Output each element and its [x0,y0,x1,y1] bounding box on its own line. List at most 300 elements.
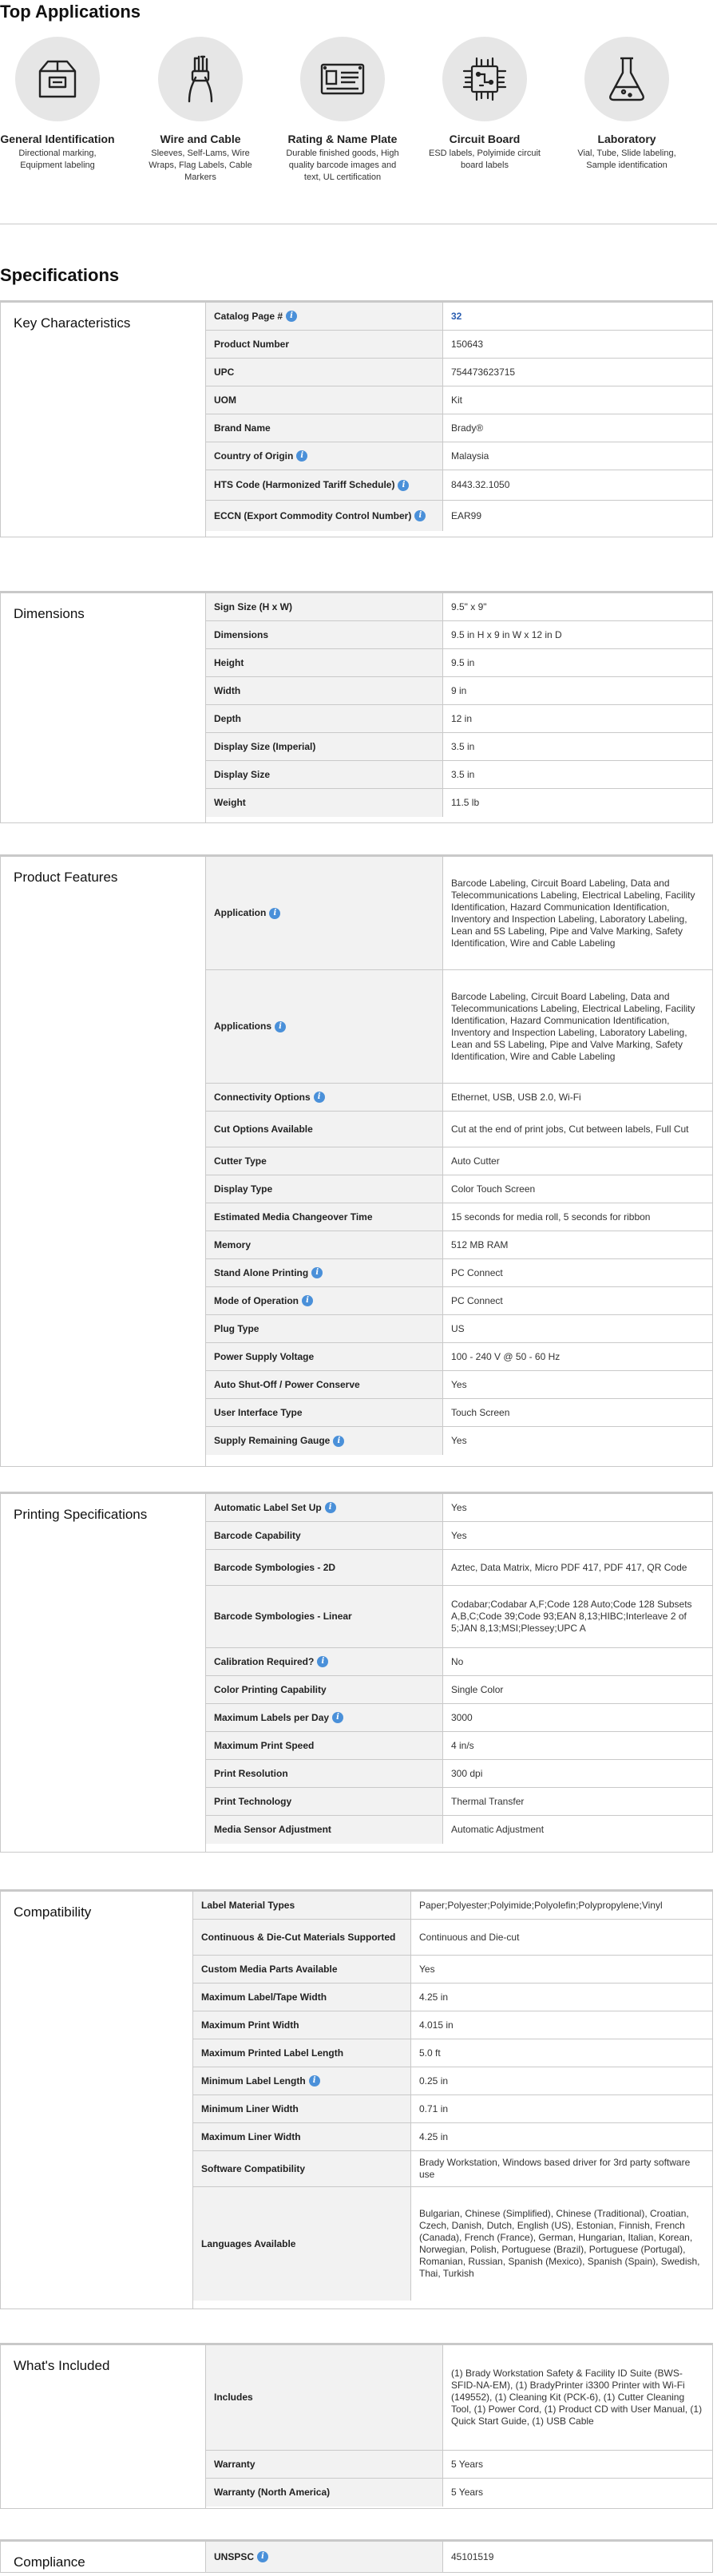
spec-label-cell [206,1494,443,1521]
spec-value-cell [443,1522,712,1549]
spec-label: Print Technology [214,1795,292,1807]
spec-label-cell [206,359,443,386]
spec-value-cell [411,2067,712,2094]
spec-label-cell [206,1203,443,1231]
spec-value: Single Color [451,1683,504,1695]
spec-label: Height [214,656,244,668]
spec-label-cell [193,2123,411,2150]
spec-row [193,1892,712,1920]
spec-group-key-characteristics [0,300,713,537]
spec-value: 4.015 in [419,2019,454,2031]
spec-label-cell [206,761,443,788]
spec-label: Applications [214,1020,272,1032]
spec-label-cell [206,1760,443,1787]
spec-row [206,1494,712,1522]
spec-row [206,331,712,359]
spec-value: 9 in [451,684,467,696]
spec-label-cell [206,1343,443,1370]
spec-row [193,1984,712,2011]
spec-row [206,1231,712,1259]
spec-row [206,442,712,470]
spec-table [205,593,712,822]
spec-label-cell [193,2187,411,2301]
spec-label-cell [206,1788,443,1815]
spec-group-dimensions [0,591,713,823]
spec-label: Calibration Required? [214,1655,315,1667]
application-card[interactable] [141,37,260,184]
spec-table [205,1494,712,1852]
spec-label: Maximum Liner Width [201,2130,301,2142]
spec-value-cell [443,1203,712,1231]
info-icon[interactable]: i [332,1712,343,1723]
catalog-page-link[interactable]: 32 [451,310,462,322]
spec-value-cell [411,1956,712,1983]
spec-label: HTS Code (Harmonized Tariff Schedule) [214,479,395,490]
spec-row [206,1816,712,1844]
spec-label-cell [206,705,443,732]
info-icon[interactable]: i [325,1502,336,1513]
spec-value: Auto Cutter [451,1155,500,1167]
spec-label: Cut Options Available [214,1123,313,1135]
spec-label: Minimum Liner Width [201,2102,299,2114]
spec-value: 5 Years [451,2487,484,2498]
spec-value-cell [443,470,712,500]
spec-label-cell [206,970,443,1083]
spec-value: Barcode Labeling, Circuit Board Labeling, Data and Telecommunications Labeling, Electrical Labeling, Facility Identification, Hazard Communication Identification, Inventory and Inspection Labeling, Laboratory Labeling, Lean and 5S Labeling, Pipe and Valve Marking, Safety Identification, Wire and Cable Labeling [451,990,695,1062]
spec-label: Print Resolution [214,1767,288,1779]
spec-value-cell [443,386,712,414]
spec-label-cell [193,1892,411,1919]
application-card[interactable] [283,37,402,184]
spec-row [206,1287,712,1315]
spec-value: 4.25 in [419,1991,449,2003]
top-applications-list [0,37,717,220]
spec-label-cell [206,1732,443,1759]
spec-label: Barcode Symbologies - 2D [214,1561,336,1573]
info-icon[interactable]: i [333,1436,344,1447]
application-title: Circuit Board [449,133,521,145]
spec-value: 15 seconds for media roll, 5 seconds for ribbon [451,1211,651,1223]
spec-row [206,1203,712,1231]
spec-label: Application [214,907,267,918]
spec-value: 45101519 [451,2550,494,2562]
spec-value-cell [443,1816,712,1844]
spec-label: Display Type [214,1183,273,1195]
spec-label: Catalog Page # [214,310,283,322]
nameplate-icon [300,37,385,121]
spec-value-cell [443,1732,712,1759]
spec-value-cell [411,2011,712,2039]
info-icon[interactable]: i [296,450,307,462]
spec-label-cell [206,1371,443,1398]
spec-label: Estimated Media Changeover Time [214,1211,373,1223]
spec-label: Maximum Print Width [201,2019,299,2031]
spec-value-cell [443,857,712,969]
spec-label: Memory [214,1238,252,1250]
spec-row [206,303,712,331]
spec-label-cell [206,1112,443,1147]
spec-label-cell [206,2345,443,2450]
spec-value: 0.71 in [419,2102,449,2114]
info-icon[interactable]: i [414,510,426,521]
spec-row [193,2011,712,2039]
info-icon[interactable]: i [311,1267,323,1278]
spec-label-cell [206,1816,443,1844]
spec-value: Bulgarian, Chinese (Simplified), Chinese (Traditional), Croatian, Czech, Danish, Dutch, English (US), Estonian, Finnish, French (Canada), French (France), German, Hungarian, Italian, Korean, Norwegian, Polish, Portuguese (Brazil), Portuguese (Portugal), Romanian, Russian, Spanish (Mexico), Spanish (Spain), Swedish, Thai, Turkish [419,2208,700,2279]
spec-value: 11.5 lb [451,797,480,808]
spec-value: Codabar;Codabar A,F;Code 128 Auto;Code 128 Subsets A,B,C;Code 39;Code 93;EAN 8,13;HIBC;Interleave 2 of 5;JAN 8,13;MSI;Plessey;UPC A [451,1599,692,1634]
spec-row [206,359,712,386]
info-icon[interactable]: i [286,311,297,322]
spec-label-cell [206,1586,443,1647]
spec-label-cell [206,733,443,760]
spec-label: Continuous & Die-Cut Materials Supported [201,1931,396,1943]
spec-row [206,1676,712,1704]
spec-row [206,1371,712,1399]
spec-group-title: Compliance [14,2554,85,2570]
spec-row [206,1343,712,1371]
spec-row [206,649,712,677]
spec-label-cell [206,1175,443,1203]
spec-value-cell [443,2542,712,2572]
spec-group-title: Key Characteristics [14,315,131,331]
spec-row [193,2095,712,2123]
spec-group-compatibility [0,1889,713,2309]
application-description: Sleeves, Self-Lams, Wire Wraps, Flag Labels, Cable Markers [149,149,252,182]
spec-label-cell [206,1315,443,1342]
spec-label: Media Sensor Adjustment [214,1824,331,1835]
application-card[interactable] [0,37,117,172]
cable-icon [158,37,243,121]
spec-label-cell [206,1399,443,1426]
application-card[interactable] [425,37,545,172]
spec-label-cell [193,1920,411,1955]
spec-label: Connectivity Options [214,1091,311,1103]
spec-label: Maximum Label/Tape Width [201,1991,327,2003]
spec-value-cell [443,1676,712,1703]
spec-value: (1) Brady Workstation Safety & Facility ID Suite (BWS-SFID-NA-EM), (1) BradyPrinter i3300 Printer with Wi-Fi (149552), (1) Cleaning Kit (PCK-6), (1) Cutter Cleaning Tool, (1) Power Cord, (1) Product CD with User Manual, (1) Quick Start Guide, (1) USB Cable [451,2368,703,2427]
spec-value: 9.5 in [451,656,475,668]
spec-value-cell [443,1586,712,1647]
spec-label-cell [193,2067,411,2094]
spec-label-cell [206,1259,443,1286]
spec-row [193,1920,712,1956]
spec-value-cell [443,1112,712,1147]
spec-label-cell [206,2479,443,2507]
spec-label: UOM [214,394,236,406]
spec-value-cell [411,2151,712,2186]
spec-label-cell [206,1704,443,1731]
spec-value-cell [443,1371,712,1398]
spec-label: Barcode Capability [214,1529,301,1541]
spec-group-title: What's Included [14,2358,110,2373]
application-title: Wire and Cable [160,133,241,145]
spec-table [192,1892,712,2308]
spec-value-cell [443,1648,712,1675]
spec-label-cell [206,857,443,969]
spec-label-cell [206,331,443,358]
spec-row [206,1112,712,1147]
spec-label: UNSPSC [214,2550,255,2562]
spec-value-cell [443,621,712,648]
spec-label-cell [193,1984,411,2011]
spec-value-cell [411,1984,712,2011]
spec-value: Malaysia [451,450,489,462]
spec-value: 8443.32.1050 [451,479,510,490]
spec-row [206,705,712,733]
spec-value-cell [443,303,712,330]
info-icon[interactable]: i [275,1021,286,1032]
spec-label: Display Size [214,768,271,780]
flask-icon [584,37,669,121]
spec-value: 5 Years [451,2458,484,2470]
info-icon[interactable]: i [257,2551,268,2562]
spec-value-cell [443,1084,712,1111]
spec-label-cell [193,2095,411,2122]
spec-label: Power Supply Voltage [214,1350,315,1362]
info-icon[interactable]: i [398,480,409,491]
spec-group-title: Compatibility [14,1904,92,1920]
spec-row [206,1147,712,1175]
spec-row [206,593,712,621]
spec-row [193,2067,712,2095]
spec-label-cell [206,1231,443,1258]
spec-row [206,1550,712,1586]
spec-row [206,1760,712,1788]
spec-label: Label Material Types [201,1899,295,1911]
spec-value: PC Connect [451,1266,503,1278]
spec-value: 4.25 in [419,2130,449,2142]
spec-row [206,1259,712,1287]
spec-group-title: Printing Specifications [14,1507,148,1522]
spec-group-compliance [0,2539,713,2573]
spec-label: Stand Alone Printing [214,1266,309,1278]
spec-label-cell [206,1676,443,1703]
spec-row [206,414,712,442]
spec-value: Kit [451,394,463,406]
spec-value-cell [443,501,712,531]
application-description: ESD labels, Polyimide circuit board labels [429,149,541,170]
box-icon [15,37,100,121]
spec-value: US [451,1322,465,1334]
spec-label: Minimum Label Length [201,2075,306,2087]
spec-label-cell [206,2451,443,2478]
spec-value: 100 - 240 V @ 50 - 60 Hz [451,1350,561,1362]
spec-label-cell [206,1648,443,1675]
chip-icon [442,37,527,121]
spec-label: Weight [214,797,246,808]
info-icon[interactable]: i [302,1295,313,1306]
spec-label: Country of Origin [214,450,294,462]
spec-label: Sign Size (H x W) [214,600,293,612]
spec-value-cell [443,2479,712,2507]
spec-row [206,789,712,817]
spec-value: EAR99 [451,509,482,521]
spec-row [193,2123,712,2151]
spec-value-cell [443,593,712,620]
spec-value-cell [443,2345,712,2450]
spec-label: ECCN (Export Commodity Control Number) [214,509,412,521]
spec-group-title: Product Features [14,870,118,885]
spec-value-cell [443,1315,712,1342]
spec-row [206,386,712,414]
info-icon[interactable]: i [309,2075,320,2087]
spec-row [206,1175,712,1203]
spec-value: Aztec, Data Matrix, Micro PDF 417, PDF 417, QR Code [451,1561,687,1573]
spec-row [206,1648,712,1676]
spec-row [193,2151,712,2187]
spec-label-cell [206,386,443,414]
application-description: Durable finished goods, High quality barcode images and text, UL certification [286,149,399,182]
spec-value-cell [443,705,712,732]
spec-label: Warranty [214,2458,256,2470]
spec-value: 9.5 in H x 9 in W x 12 in D [451,628,562,640]
spec-label: User Interface Type [214,1406,303,1418]
spec-row [206,1315,712,1343]
spec-label-cell [206,1522,443,1549]
spec-label: Brand Name [214,422,271,434]
spec-row [206,621,712,649]
spec-label: Width [214,684,241,696]
spec-value: Continuous and Die-cut [419,1931,520,1943]
spec-value: Automatic Adjustment [451,1824,545,1835]
spec-value-cell [443,1704,712,1731]
spec-label: Warranty (North America) [214,2487,331,2498]
spec-label-cell [206,593,443,620]
spec-group-printing-specifications [0,1492,713,1853]
spec-row [206,1399,712,1427]
spec-value: 12 in [451,712,473,724]
spec-label-cell [206,789,443,817]
spec-value-cell [411,2123,712,2150]
spec-value-cell [443,414,712,442]
spec-value: Cut at the end of print jobs, Cut between labels, Full Cut [451,1123,689,1135]
spec-value-cell [443,331,712,358]
spec-row [193,2039,712,2067]
spec-value-cell [443,761,712,788]
spec-row [206,733,712,761]
spec-value-cell [411,1892,712,1919]
spec-value-cell [411,2095,712,2122]
spec-value-cell [443,2451,712,2478]
spec-label: Includes [214,2392,253,2403]
spec-label: Languages Available [201,2237,296,2249]
spec-value-cell [443,442,712,470]
spec-value: Touch Screen [451,1406,510,1418]
application-card[interactable] [567,37,687,172]
spec-label: Automatic Label Set Up [214,1501,322,1513]
spec-value: Ethernet, USB, USB 2.0, Wi-Fi [451,1091,581,1103]
spec-label-cell [206,1427,443,1455]
spec-label-cell [206,649,443,676]
spec-label-cell [206,1084,443,1111]
spec-row [206,1427,712,1455]
spec-value-cell [443,1494,712,1521]
spec-label-cell [206,501,443,531]
spec-value-cell [443,1550,712,1585]
spec-value: 9.5" x 9" [451,600,487,612]
spec-label: Custom Media Parts Available [201,1963,338,1975]
spec-label-cell [206,677,443,704]
spec-label-cell [193,2151,411,2186]
spec-value: 3000 [451,1711,473,1723]
info-icon[interactable]: i [317,1656,328,1667]
spec-value-cell [411,2187,712,2301]
spec-group-product-features [0,854,713,1467]
spec-row [206,1522,712,1550]
spec-value: Thermal Transfer [451,1795,525,1807]
spec-value: No [451,1655,464,1667]
spec-label-cell [206,442,443,470]
spec-row [206,970,712,1084]
spec-value: 3.5 in [451,740,475,752]
spec-label-cell [206,1147,443,1175]
spec-value-cell [443,359,712,386]
info-icon[interactable]: i [269,908,280,919]
spec-row [206,470,712,501]
spec-value-cell [443,1399,712,1426]
spec-row [206,1732,712,1760]
spec-value-cell [443,1147,712,1175]
application-title: Rating & Name Plate [287,133,398,145]
spec-label-cell [193,1956,411,1983]
spec-label-cell [193,2039,411,2067]
spec-row [206,1788,712,1816]
spec-group-what-s-included [0,2343,713,2509]
spec-row [206,2542,712,2572]
spec-value-cell [443,677,712,704]
spec-row [193,2187,712,2301]
spec-label-cell [193,2011,411,2039]
spec-value: Barcode Labeling, Circuit Board Labeling, Data and Telecommunications Labeling, Electrical Labeling, Facility Identification, Hazard Communication Identification, Inventory and Inspection Labeling, Laboratory Labeling, Lean and 5S Labeling, Pipe and Valve Marking, Safety Identification, Wire and Cable Labeling [451,877,695,949]
spec-value-cell [443,1287,712,1314]
spec-value-cell [443,1427,712,1455]
spec-value-cell [443,1760,712,1787]
spec-row [206,2479,712,2507]
spec-value-cell [443,970,712,1083]
spec-label-cell [206,470,443,500]
info-icon[interactable]: i [314,1092,325,1103]
spec-label: Color Printing Capability [214,1683,327,1695]
spec-value-cell [443,1175,712,1203]
spec-value: Yes [451,1378,467,1390]
spec-row [206,2451,712,2479]
spec-value-cell [443,1231,712,1258]
spec-row [206,1704,712,1732]
spec-row [206,1084,712,1112]
spec-label: Product Number [214,338,290,350]
spec-value: 5.0 ft [419,2047,441,2059]
spec-row [206,2345,712,2451]
spec-label: Display Size (Imperial) [214,740,316,752]
spec-value: Yes [419,1963,435,1975]
spec-value: 754473623715 [451,366,516,378]
application-description: Directional marking, Equipment labeling [18,149,97,170]
application-title: General Identification [0,133,115,145]
spec-label: Software Compatibility [201,2162,306,2174]
spec-value: PC Connect [451,1294,503,1306]
spec-row [206,1586,712,1648]
spec-value: Color Touch Screen [451,1183,536,1195]
spec-value-cell [443,1259,712,1286]
spec-value-cell [411,1920,712,1955]
spec-row [206,501,712,531]
spec-value: 512 MB RAM [451,1238,509,1250]
spec-label: Depth [214,712,241,724]
spec-value: Yes [451,1529,467,1541]
spec-label-cell [206,2542,443,2572]
spec-label: Maximum Print Speed [214,1739,315,1751]
